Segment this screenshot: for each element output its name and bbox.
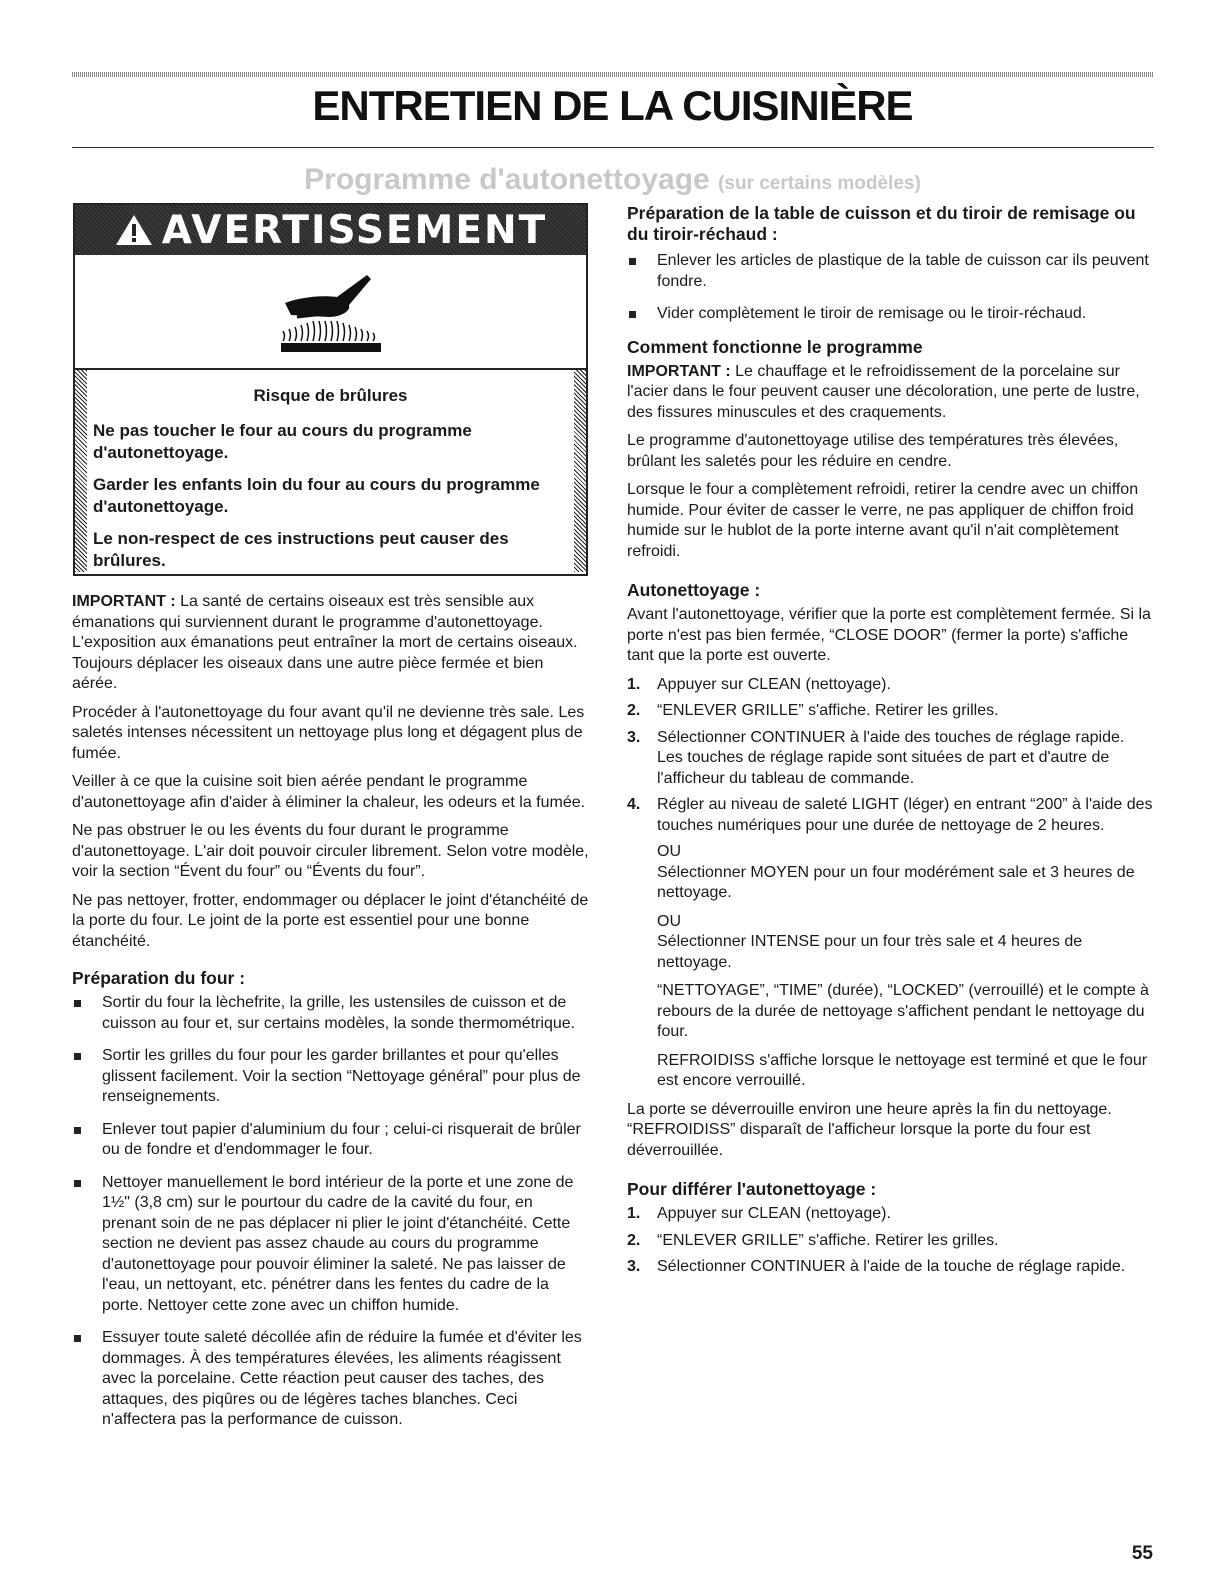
step-item bbox=[627, 1231, 1154, 1252]
list-item: Sortir les grilles du four pour les garder brillantes et pour qu'elles glissent facilement. Voir la section “Nettoyage général” pour plus de renseignements. bbox=[72, 1046, 590, 1108]
list-item: Essuyer toute saleté décollée afin de réduire la fumée et d'éviter les dommages. À des températures élevées, les aliments réagissent avec la porcelaine. Cette réaction peut causer des taches, des attaques, des piqûres ou de légères taches blanches. Ceci n'affectera pas la performance de cuisson. bbox=[72, 1328, 590, 1431]
or-separator: OU bbox=[657, 912, 681, 930]
burn-hazard-image bbox=[75, 255, 586, 370]
left-column bbox=[72, 592, 590, 1443]
warning-left-edge bbox=[75, 370, 87, 572]
warning-line: Le non-respect de ces instructions peut causer des brûlures. bbox=[93, 529, 509, 570]
or-separator: OU bbox=[657, 843, 681, 860]
step-item bbox=[627, 701, 1154, 722]
body-paragraph: Lorsque le four a complètement refroidi, retirer la cendre avec un chiffon humide. Pour éviter de casser le verre, ne pas appliquer de chiffon froid humide sur le hublot de la porte interne avant qu'il n'ait complètement refroidi. bbox=[627, 481, 1139, 560]
cooling-note: REFROIDISS s'affiche lorsque le nettoyage est terminé et que le four est encore verrouillé. bbox=[657, 1051, 1148, 1089]
step-item bbox=[627, 1204, 1154, 1225]
step-number: 3. bbox=[627, 728, 641, 746]
warning-heading: Risque de brûlures bbox=[253, 386, 408, 405]
how-it-works-heading: Comment fonctionne le programme bbox=[627, 336, 923, 357]
oven-prep-heading: Préparation du four : bbox=[72, 968, 246, 988]
important-text: La santé de certains oiseaux est très sensible aux émanations qui surviennent durant le programme d'autonettoyage. L'exposition aux émanations peut entraîner la mort de certains oiseaux. Toujours déplacer les oiseaux dans une autre pièce fermée et bien aérée. bbox=[72, 593, 578, 692]
important-birds-paragraph bbox=[72, 592, 590, 695]
title-rule bbox=[72, 147, 1154, 148]
display-note: “NETTOYAGE”, “TIME” (durée), “LOCKED” (verrouillé) et le compte à rebours de la durée de nettoyage s'affichent pendant le nettoyage du four. bbox=[657, 982, 1149, 1040]
warning-line: Garder les enfants loin du four au cours du programme d'autonettoyage. bbox=[93, 475, 540, 516]
hot-surface-hand-icon bbox=[271, 267, 391, 357]
step-item bbox=[627, 728, 1154, 790]
right-column bbox=[627, 203, 1154, 1284]
option-moyen: Sélectionner MOYEN pour un four modérément sale et 3 heures de nettoyage. bbox=[657, 863, 1135, 901]
important-label: IMPORTANT : bbox=[72, 593, 176, 610]
step-text: “ENLEVER GRILLE” s'affiche. Retirer les grilles. bbox=[657, 1231, 999, 1249]
step-number: 3. bbox=[627, 1258, 641, 1275]
subtitle-text: Programme d'autonettoyage bbox=[304, 163, 710, 196]
step-text: Appuyer sur CLEAN (nettoyage). bbox=[657, 675, 891, 693]
list-item: Sortir du four la lèchefrite, la grille, les ustensiles de cuisson et de cuisson au four et, sur certains modèles, la sonde thermométrique. bbox=[72, 993, 590, 1034]
step-number: 2. bbox=[627, 1231, 641, 1249]
step-text: Sélectionner CONTINUER à l'aide de la touche de réglage rapide. bbox=[657, 1258, 1126, 1275]
cooktop-prep-list bbox=[627, 251, 1154, 325]
step-number: 2. bbox=[627, 702, 641, 719]
cooktop-prep-heading: Préparation de la table de cuisson et du tiroir de remisage ou du tiroir-réchaud : bbox=[627, 203, 1136, 244]
step-text: Appuyer sur CLEAN (nettoyage). bbox=[657, 1205, 891, 1222]
porcelain-important-paragraph bbox=[627, 362, 1154, 424]
delay-clean-heading: Pour différer l'autonettoyage : bbox=[627, 1179, 877, 1199]
warning-header bbox=[75, 205, 586, 255]
list-item: Enlever les articles de plastique de la table de cuisson car ils peuvent fondre. bbox=[627, 251, 1154, 292]
warning-body bbox=[75, 370, 586, 572]
warning-right-edge bbox=[574, 370, 586, 572]
oven-prep-list bbox=[72, 993, 590, 1431]
body-paragraph: Procéder à l'autonettoyage du four avant qu'il ne devienne très sale. Les saletés intenses nécessitent un nettoyage plus long et dégagent plus de fumée. bbox=[72, 703, 585, 762]
body-paragraph: Veiller à ce que la cuisine soit bien aérée pendant le programme d'autonettoyage afin d'aider à éliminer la chaleur, les odeurs et la fumée. bbox=[72, 773, 586, 811]
body-paragraph: Ne pas obstruer le ou les évents du four durant le programme d'autonettoyage. L'air doit pouvoir circuler librement. Selon votre modèle, voir la section “Évent du four” ou “Évents du four”. bbox=[72, 822, 589, 880]
warning-line: Ne pas toucher le four au cours du programme d'autonettoyage. bbox=[93, 421, 472, 462]
list-item: Vider complètement le tiroir de remisage ou le tiroir-réchaud. bbox=[627, 304, 1154, 325]
step-item bbox=[627, 1257, 1154, 1278]
important-text: Le chauffage et le refroidissement de la porcelaine sur l'acier dans le four peuvent causer une décoloration, une perte de lustre, des fissures minuscules et des craquements. bbox=[627, 362, 1140, 421]
self-clean-steps bbox=[627, 675, 1154, 837]
section-subtitle bbox=[0, 163, 1225, 197]
step-number: 4. bbox=[627, 796, 641, 813]
warning-box bbox=[73, 203, 588, 576]
body-paragraph: Le programme d'autonettoyage utilise des températures très élevées, brûlant les saletés pour les réduire en cendre. bbox=[627, 432, 1119, 470]
page-title: ENTRETIEN DE LA CUISINIÈRE bbox=[312, 82, 913, 129]
self-clean-heading: Autonettoyage : bbox=[627, 580, 761, 600]
important-label: IMPORTANT : bbox=[627, 362, 731, 380]
unlock-note: La porte se déverrouille environ une heure après la fin du nettoyage. “REFROIDISS” disparaît de l'afficheur lorsque la porte du four est déverrouillée. bbox=[627, 1100, 1112, 1159]
warning-triangle-icon bbox=[114, 213, 154, 247]
warning-label: AVERTISSEMENT bbox=[161, 207, 548, 253]
step-text: “ENLEVER GRILLE” s'affiche. Retirer les grilles. bbox=[657, 702, 999, 719]
self-clean-intro: Avant l'autonettoyage, vérifier que la porte est complètement fermée. Si la porte n'est pas bien fermée, “CLOSE DOOR” (fermer la porte) s'affiche tant que la porte est ouverte. bbox=[627, 606, 1151, 664]
list-item: Nettoyer manuellement le bord intérieur de la porte et une zone de 1½" (3,8 cm) sur le pourtour du cadre de la cavité du four, en prenant soin de ne pas déplacer ni plier le joint d'étanchéité. Cette section ne devient pas assez chaude au cours du programme d'autonettoyage pour pouvoir éliminer la saleté. Ne pas laisser de l'eau, un nettoyant, etc. pénétrer dans les fentes du cadre de la porte. Nettoyer cette zone avec un chiffon humide. bbox=[72, 1173, 590, 1317]
step-number: 1. bbox=[627, 675, 641, 693]
step-item bbox=[627, 675, 1154, 696]
step-text: Sélectionner CONTINUER à l'aide des touches de réglage rapide. Les touches de réglage rapide sont situées de part et d'autre de l'afficheur du tableau de commande. bbox=[657, 728, 1125, 787]
step-number: 1. bbox=[627, 1205, 641, 1222]
list-item: Enlever tout papier d'aluminium du four ; celui-ci risquerait de brûler ou de fondre et d'endommager le four. bbox=[72, 1120, 590, 1161]
delay-clean-steps bbox=[627, 1204, 1154, 1278]
top-decorative-band bbox=[72, 72, 1154, 77]
page-number: 55 bbox=[1131, 1543, 1153, 1564]
step-text: Régler au niveau de saleté LIGHT (léger) en entrant “200” à l'aide des touches numériques pour une durée de nettoyage de 2 heures. bbox=[657, 796, 1153, 834]
body-paragraph: Ne pas nettoyer, frotter, endommager ou déplacer le joint d'étanchéité de la porte du four. Le joint de la porte est essentiel pour une bonne étanchéité. bbox=[72, 891, 589, 950]
step-item bbox=[627, 795, 1154, 836]
subtitle-note: (sur certains modèles) bbox=[718, 173, 921, 194]
option-intense: Sélectionner INTENSE pour un four très sale et 4 heures de nettoyage. bbox=[657, 933, 1083, 971]
